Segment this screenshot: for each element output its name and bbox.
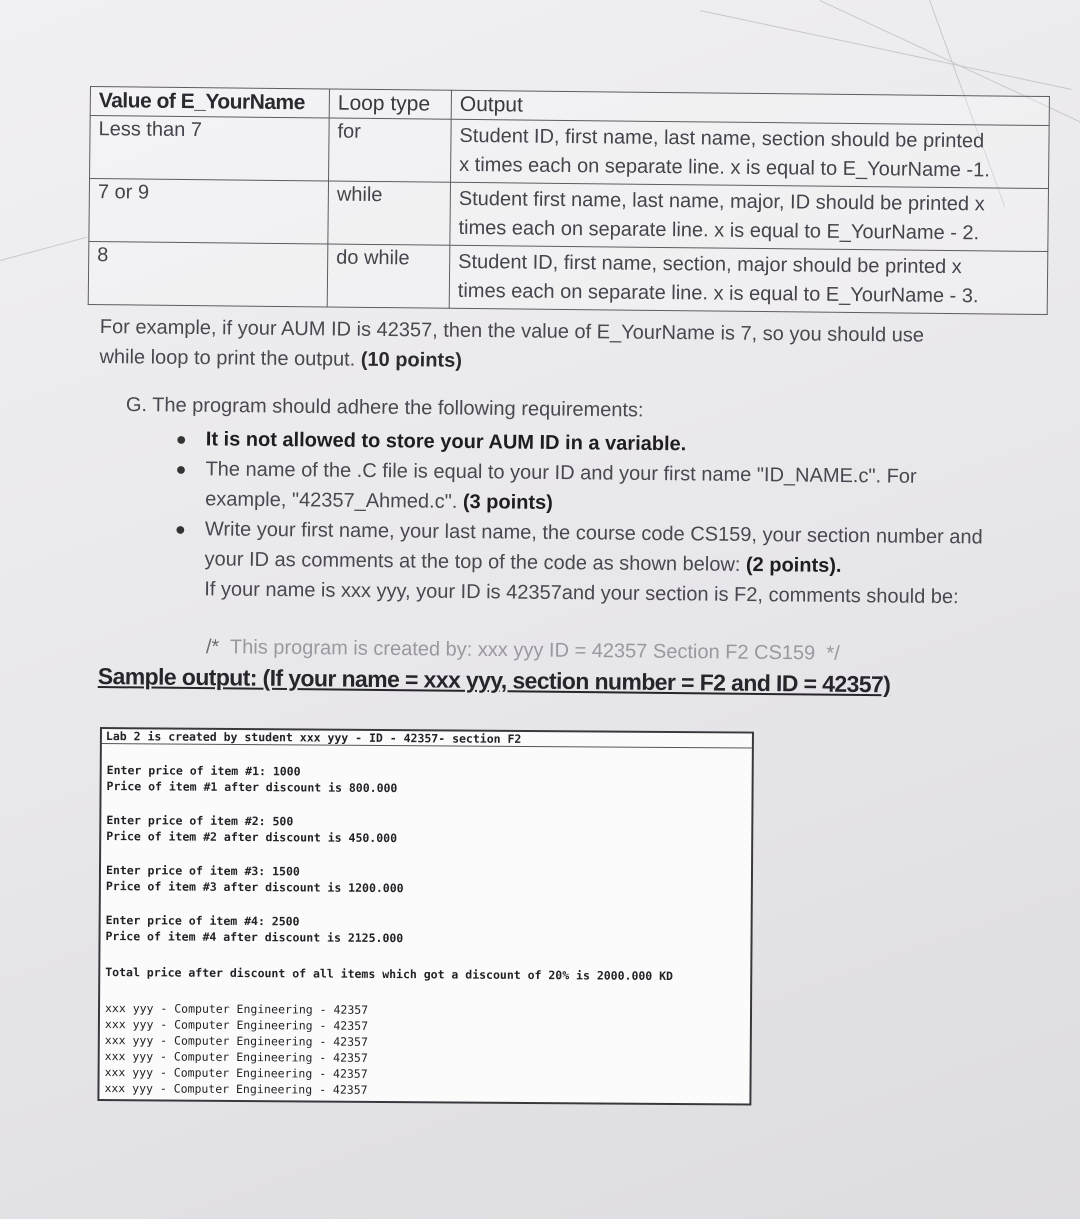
list-item: [175, 454, 996, 523]
console-line: Enter price of item #3: 1500: [105, 863, 300, 879]
console-line: Price of item #3 after discount is 1200.000: [105, 879, 404, 896]
comment-close: */: [826, 642, 840, 665]
console-line: Enter price of item #2: 500: [106, 813, 294, 829]
console-line: xxx yyy - Computer Engineering - 42357: [104, 1065, 368, 1081]
cell-output: [450, 182, 1049, 251]
requirement-text: It is not allowed to store your AUM ID in a variable.: [205, 428, 687, 456]
example-line: For example, if your AUM ID is 42357, then the value of E_YourName is 7, so you should use: [99, 315, 925, 347]
bullet-icon: ●: [175, 428, 187, 450]
console-line: xxx yyy - Computer Engineering - 42357: [104, 1033, 368, 1049]
header-loop-type: Loop type: [329, 89, 451, 119]
code-comment-example: [206, 636, 840, 666]
comment-body: This program is created by: xxx yyy ID = 42357 Section F2 CS159: [229, 636, 816, 665]
requirement-points: (3 points): [462, 491, 554, 514]
bullet-icon: ●: [174, 518, 186, 540]
cell-loop: do while: [327, 244, 450, 308]
cell-loop: for: [329, 118, 452, 182]
requirement-text-extra: If your name is xxx yyy, your ID is 42357and your section is F2, comments should be:: [204, 578, 959, 609]
console-title: Lab 2 is created by student xxx yyy - ID - 42357- section F2: [102, 729, 752, 749]
output-line: Student ID, first name, last name, section should be printed: [459, 124, 985, 153]
reflection-line: [0, 237, 87, 261]
example-text: while loop to print the output.: [99, 345, 356, 371]
table-row: [89, 179, 1049, 252]
console-line: Enter price of item #1: 1000: [106, 763, 301, 779]
console-line: xxx yyy - Computer Engineering - 42357: [104, 1049, 368, 1065]
sample-output-heading: Sample output: (If your name = xxx yyy, section number = F2 and ID = 42357): [97, 663, 891, 698]
header-output: Output: [451, 90, 1049, 125]
table-row: [88, 241, 1048, 314]
output-line: Student ID, first name, section, major should be printed x: [458, 250, 962, 279]
comment-open: /*: [205, 636, 220, 659]
cell-value: 7 or 9: [89, 179, 329, 244]
console-line: xxx yyy - Computer Engineering - 42357: [104, 1001, 369, 1017]
example-paragraph: [99, 312, 1020, 382]
cell-output: [449, 245, 1048, 314]
bullet-icon: ●: [175, 458, 187, 480]
console-output: [97, 727, 754, 1106]
requirement-text: Write your first name, your last name, the course code CS159, your section number and your ID as comments at the top of the code as shown below:: [204, 518, 983, 576]
cell-output: [451, 119, 1050, 188]
section-g-heading: G. The program should adhere the following requirements:: [125, 394, 644, 422]
console-line: Enter price of item #4: 2500: [105, 913, 300, 929]
output-line: times each on separate line. x is equal to E_YourName - 2.: [458, 216, 980, 245]
console-line: xxx yyy - Computer Engineering - 42357: [104, 1081, 368, 1097]
requirement-points: (2 points).: [745, 553, 842, 577]
console-line: Total price after discount of all items which got a discount of 20% is 2000.000 KD: [105, 965, 674, 984]
reflection-line: [700, 10, 1072, 90]
output-line: x times each on separate line. x is equal to E_YourName -1.: [459, 153, 990, 182]
console-line: Price of item #1 after discount is 800.000: [106, 779, 398, 796]
header-value: Value of E_YourName: [90, 87, 329, 119]
console-line: xxx yyy - Computer Engineering - 42357: [104, 1017, 369, 1033]
output-line: times each on separate line. x is equal to E_YourName - 3.: [457, 279, 979, 308]
cell-loop: while: [328, 181, 451, 245]
requirements-list: [174, 424, 996, 613]
cell-value: Less than 7: [90, 116, 330, 181]
example-points: (10 points): [360, 348, 463, 372]
requirements-table: [88, 86, 1050, 315]
requirement-text: The name of the .C file is equal to your ID and your first name "ID_NAME.c". For example, "42357_Ahmed.c".: [205, 458, 917, 513]
table-row: [90, 116, 1050, 189]
cell-value: 8: [88, 241, 328, 306]
console-line: Price of item #4 after discount is 2125.000: [105, 929, 404, 946]
console-line: Price of item #2 after discount is 450.000: [106, 829, 398, 846]
output-line: Student first name, last name, major, ID should be printed x: [458, 187, 985, 216]
list-item: [174, 514, 995, 613]
